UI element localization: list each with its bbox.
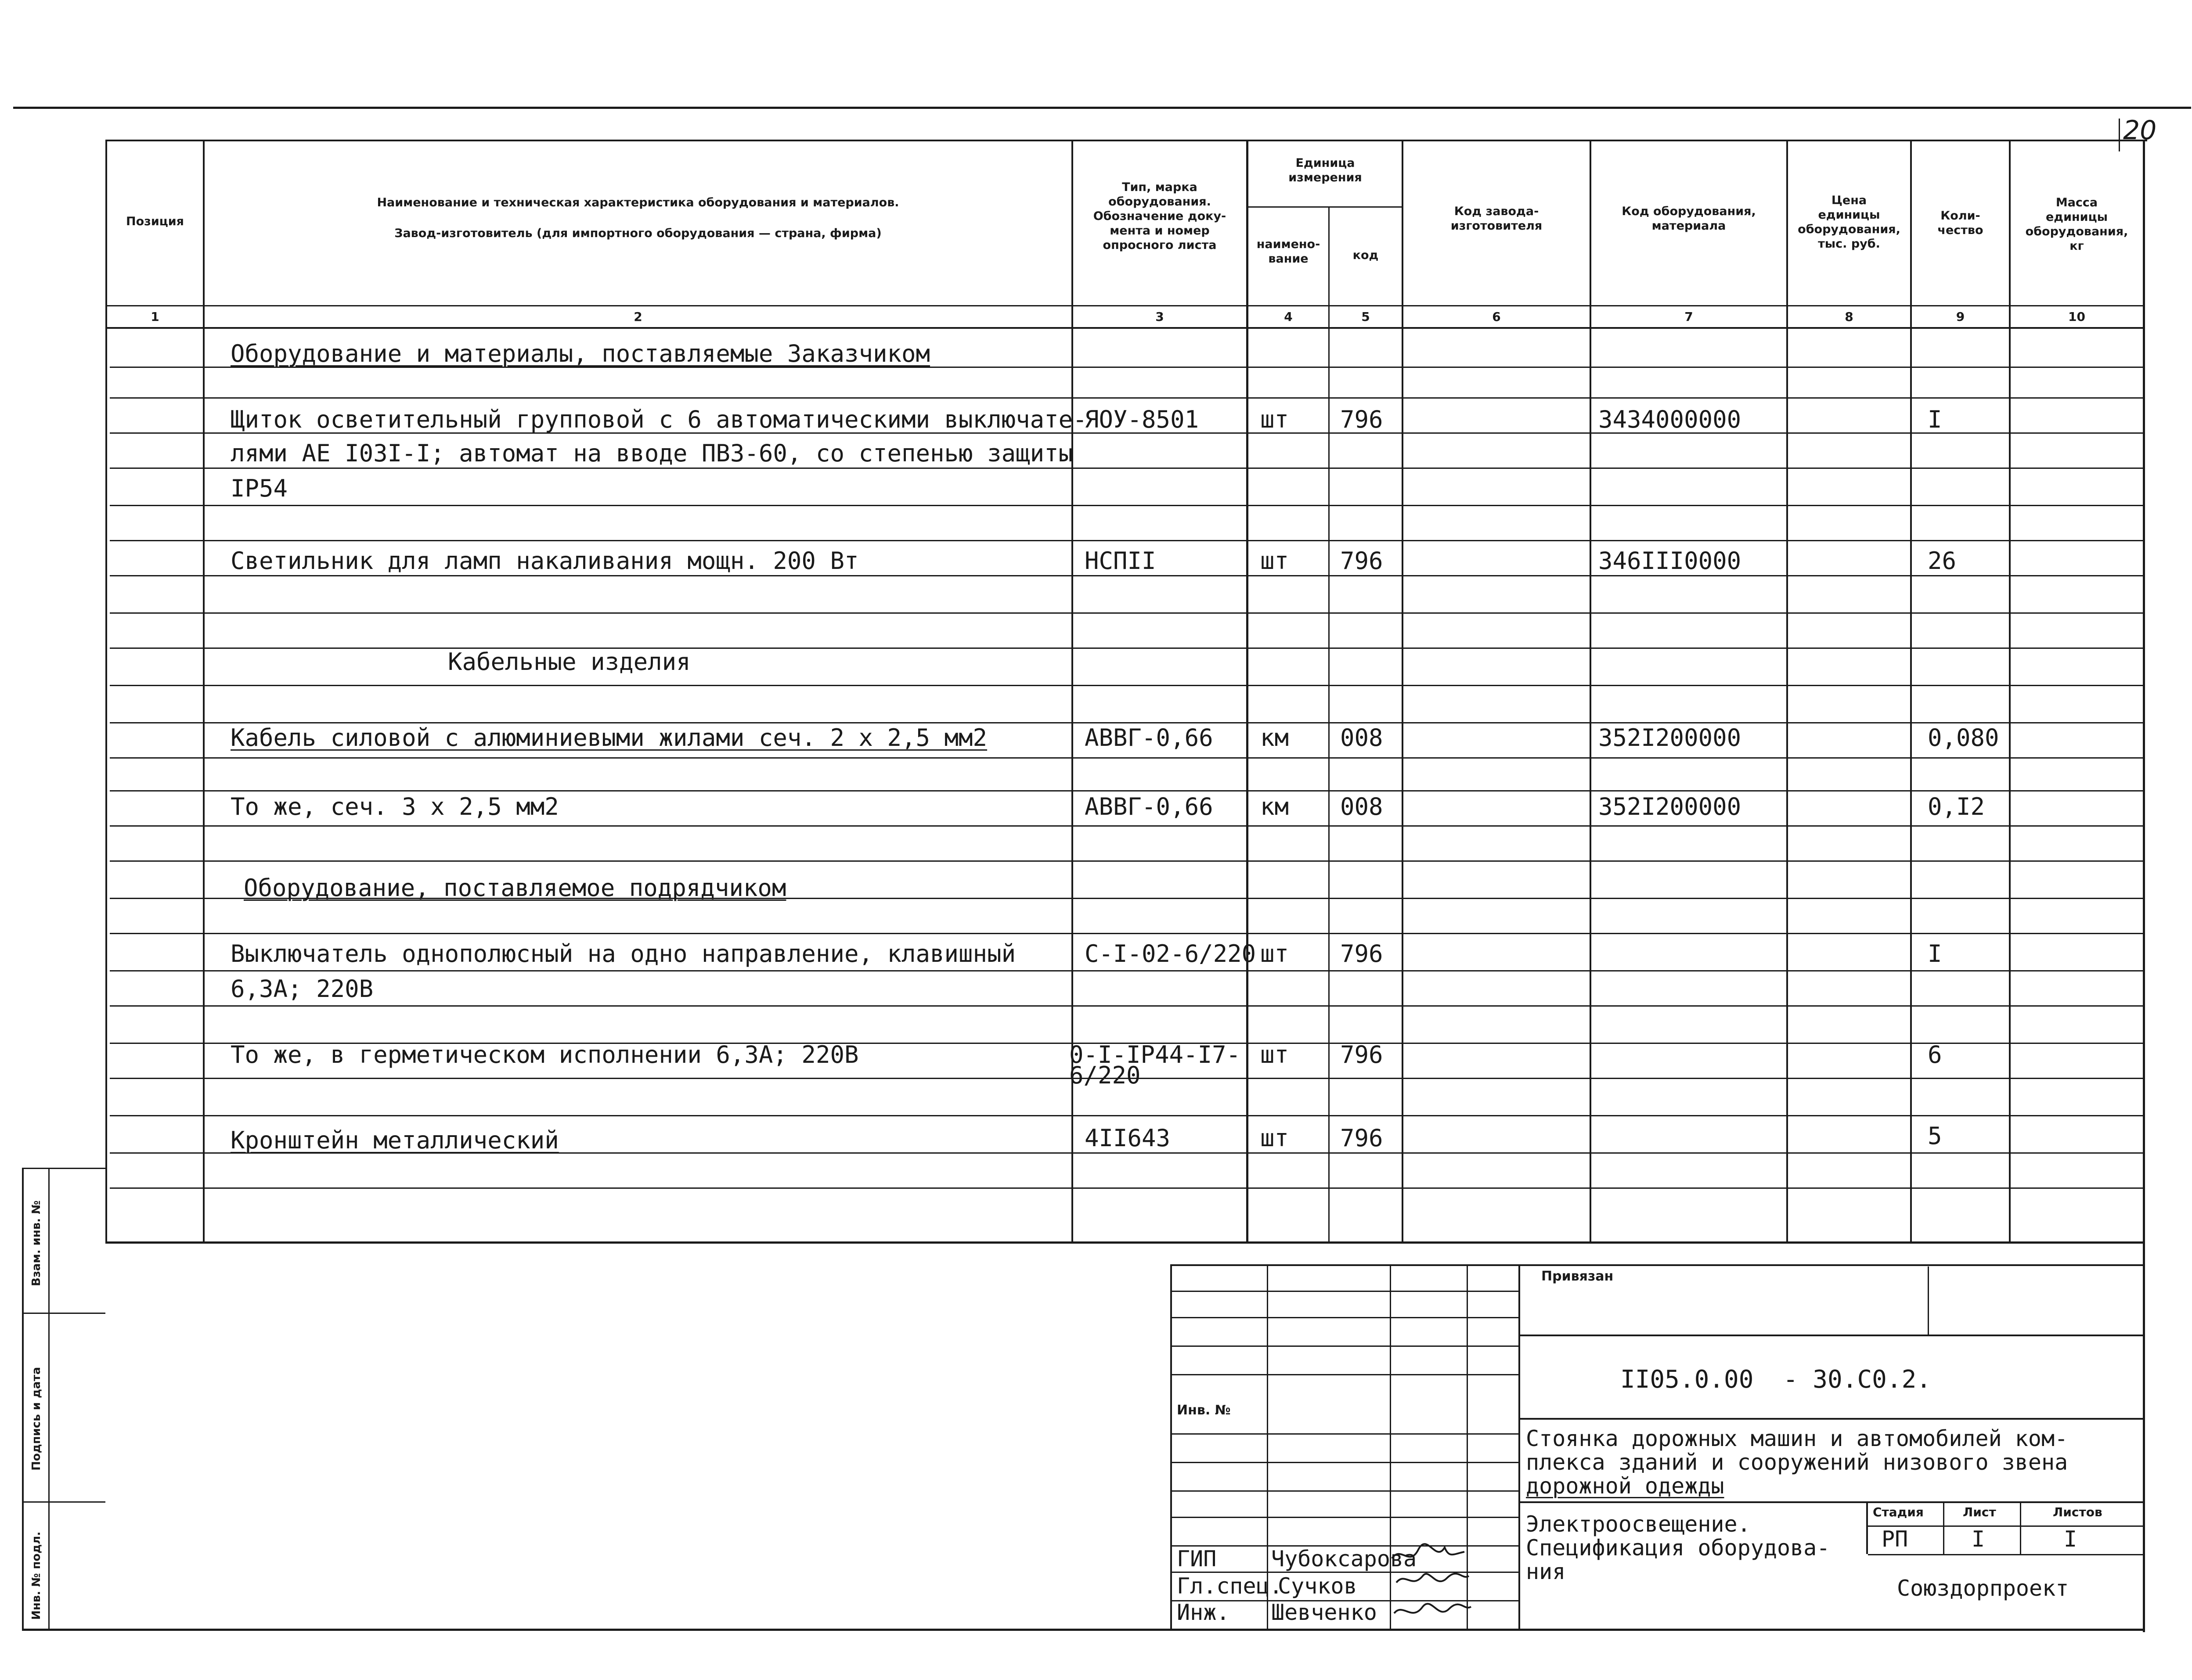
sheet-value: I [1972,1526,1985,1552]
header-unit-group: Единица измерения [1288,156,1362,184]
role-chief-specialist: Гл.спец. [1177,1573,1283,1599]
frame-right-border [2143,140,2145,1632]
header-unit-name: наимено- вание [1256,237,1320,266]
side-stamp-sep1 [22,1313,105,1314]
side-stamp-signature: Подпись и дата [30,1367,43,1471]
header-name-line1: Наименование и техническая характеристика оборудования и материалов. [377,196,899,209]
header-quantity: Коли- чество [1937,209,1983,237]
sheets-value: I [2064,1526,2077,1552]
role-engineer: Инж. [1177,1600,1230,1625]
document-code: II05.0.00 - 30.С0.2. [1620,1365,1932,1394]
signatures [1388,1541,1475,1629]
name-chief-specialist: Сучков [1278,1573,1357,1599]
name-engineer: Шевченко [1271,1600,1377,1625]
page-number: 20 [2123,115,2157,146]
sheet-label: Лист [1963,1505,1996,1519]
section-title-customer: Оборудование и материалы, поставляемые Заказчиком [231,340,930,367]
header-manufacturer-code: Код завода- изготовителя [1450,205,1543,233]
project-title: Стоянка дорожных машин и автомобилей ком- плекса зданий и сооружений низового звена дорожной одежды [1526,1426,2068,1499]
top-rule [13,107,2191,109]
table-row-continuation: IP54 [231,475,288,502]
section-title-contractor: Оборудование, поставляемое подрядчиком [244,874,786,902]
side-stamp-original-inv: Инв. № подл. [30,1531,43,1620]
role-chief-engineer: ГИП [1177,1546,1217,1572]
table-top-border [105,140,2147,141]
stage-value: РП [1882,1526,1908,1552]
header-material-code: Код оборудования, материала [1622,205,1756,233]
header-position: Позиция [126,215,184,228]
table-row-continuation: 6,3А; 220В [231,975,374,1003]
stage-label: Стадия [1873,1505,1924,1519]
side-stamp-divider [48,1168,50,1631]
sheets-label: Листов [2053,1505,2102,1519]
name-chief-engineer: Чубоксарова [1271,1546,1417,1572]
inv-label: Инв. № [1177,1403,1231,1418]
page-number-box-left [2119,119,2120,151]
section-title-cables: Кабельные изделия [448,648,691,676]
table-row-continuation: лями АЕ I03I-I; автомат на вводе ПВЗ-60, со степенью защиты [231,439,1073,467]
side-stamp-sep2 [22,1501,105,1503]
side-stamp-top [22,1168,105,1169]
organization: Союздорпроект [1897,1576,2069,1601]
side-stamp-replacement: Взам. инв. № [30,1200,43,1286]
side-stamp-border [22,1168,24,1631]
table-bottom-border [105,1241,2145,1244]
header-mass: Масса единицы оборудования, кг [2025,196,2128,253]
frame-bottom-border [22,1629,2145,1631]
header-unit-code: код [1352,248,1379,262]
sheet-title: Электроосвещение. Спецификация оборудова- ния [1526,1511,1830,1584]
header-type: Тип, марка оборудования. Обозначение доку- мента и номер опросного листа [1093,180,1226,252]
header-name-line2: Завод-изготовитель (для импортного оборудования — страна, фирма) [394,227,882,240]
header-price: Цена единицы оборудования, тыс. руб. [1798,194,1900,251]
bound-label: Привязан [1541,1269,1614,1284]
